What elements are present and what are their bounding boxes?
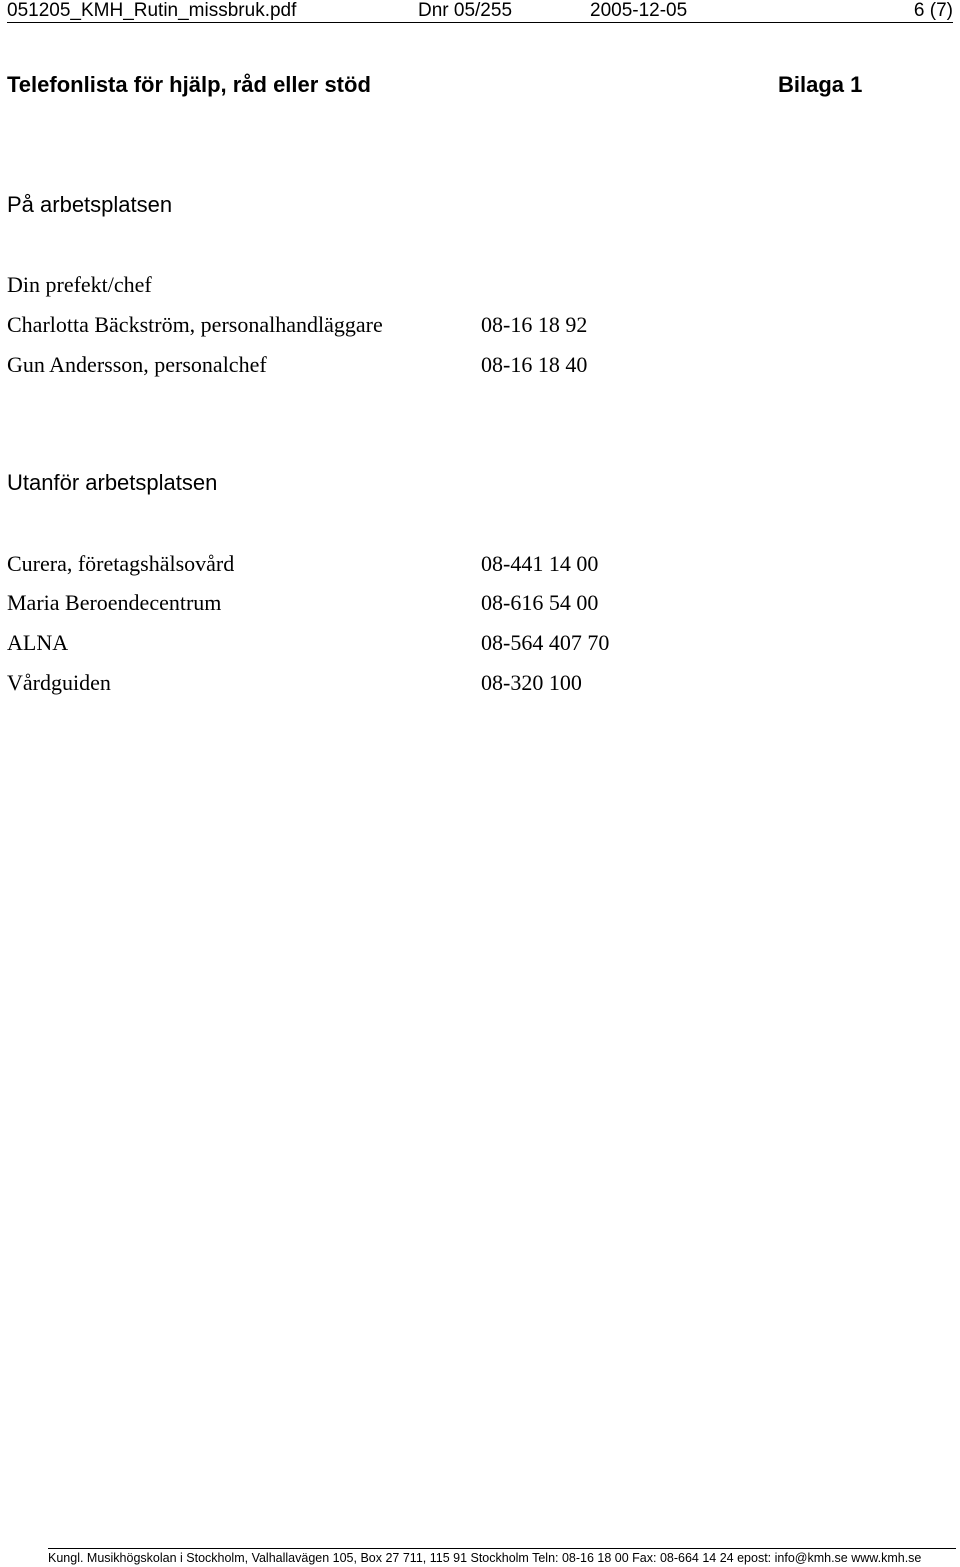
- section-heading-outside-workplace: Utanför arbetsplatsen: [7, 470, 218, 495]
- contact-name: Gun Andersson, personalchef: [7, 352, 267, 377]
- header-filename: 051205_KMH_Rutin_missbruk.pdf: [7, 0, 297, 21]
- contact-phone: 08-564 407 70: [481, 630, 610, 655]
- page-footer: Kungl. Musikhögskolan i Stockholm, Valhallavägen 105, Box 27 711, 115 91 Stockholm Teln: 08-16 18 00 Fax: 08-664 14 24 epost: info@kmh.se www.kmh.se: [48, 1548, 956, 1567]
- contact-phone: 08-16 18 92: [481, 312, 588, 337]
- header-page-number: 6 (7): [913, 0, 953, 21]
- contact-name: ALNA: [7, 630, 69, 655]
- section-heading-workplace: På arbetsplatsen: [7, 192, 173, 217]
- contact-name: Charlotta Bäckström, personalhandläggare: [7, 312, 383, 337]
- contact-phone: 08-441 14 00: [481, 551, 599, 576]
- page-header: [7, 0, 953, 23]
- document-title: Telefonlista för hjälp, råd eller stöd: [7, 72, 371, 97]
- header-dnr: Dnr 05/255: [418, 0, 513, 21]
- subheading-manager: Din prefekt/chef: [7, 272, 152, 297]
- contact-phone: 08-16 18 40: [481, 352, 588, 377]
- contact-name: Curera, företagshälsovård: [7, 551, 235, 576]
- contact-name: Maria Beroendecentrum: [7, 590, 222, 615]
- contact-name: Vårdguiden: [7, 670, 111, 695]
- appendix-label: Bilaga 1: [778, 72, 863, 97]
- contact-phone: 08-320 100: [481, 670, 582, 695]
- contact-phone: 08-616 54 00: [481, 590, 599, 615]
- header-date: 2005-12-05: [590, 0, 688, 21]
